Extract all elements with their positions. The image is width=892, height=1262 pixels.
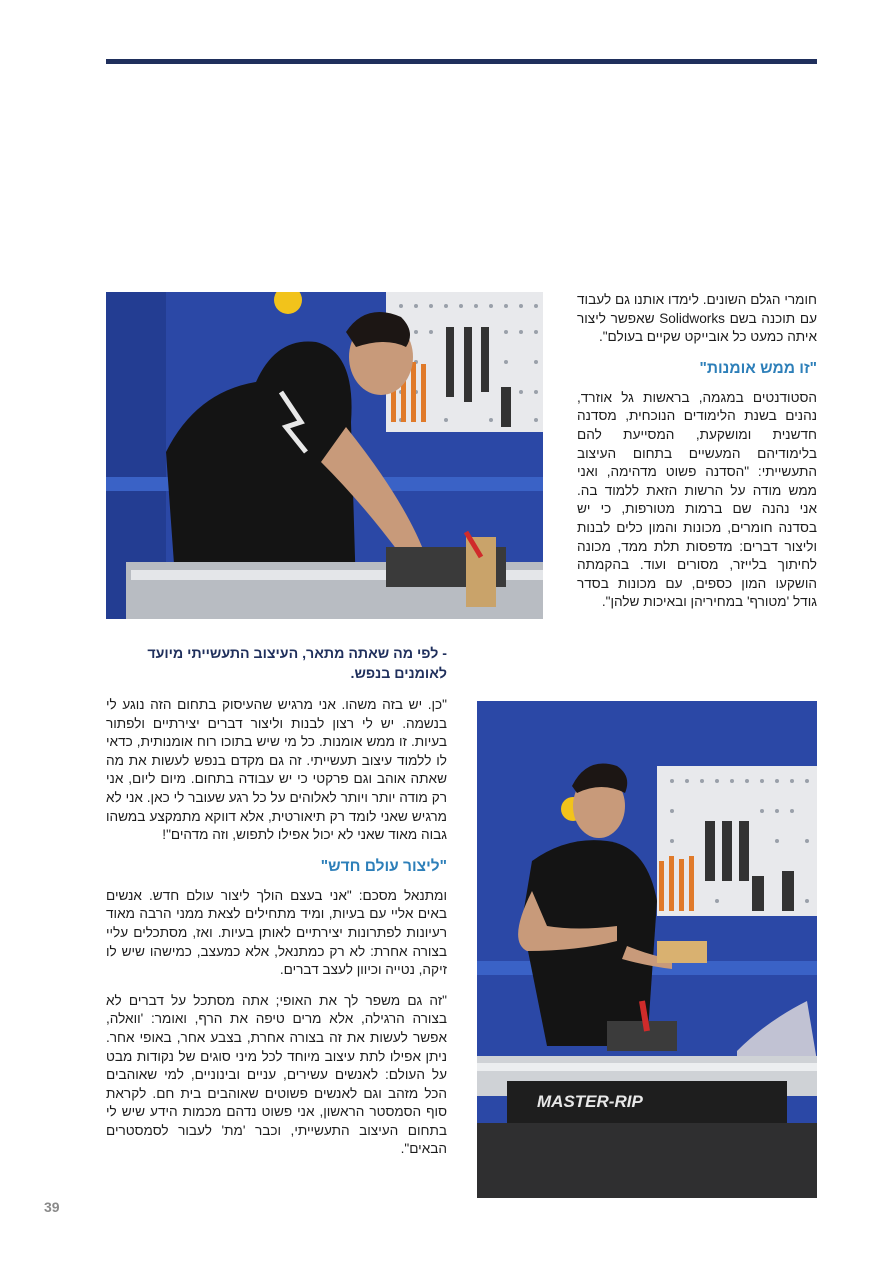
section-heading-art: "זו ממש אומנות" xyxy=(699,359,817,377)
interview-question: - לפי מה שאתה מתאר, העיצוב התעשייתי מיועד לאומנים בנפש. xyxy=(147,646,447,682)
photo-student-at-saw-graphic xyxy=(106,292,543,619)
section-heading-new-world: "ליצור עולם חדש" xyxy=(320,857,447,875)
photo-student-with-wood-graphic xyxy=(477,701,817,1198)
right-column-paragraph-1: חומרי הגלם השונים. לימדו אותנו גם לעבוד עם תוכנה בשם Solidworks שאפשר ליצור איתה כמעט כל אובייקט שקיים בעולם". xyxy=(577,292,817,345)
left-column-paragraph-3: "זה גם משפר לך את האופי; אתה מסתכל על דברים לא בצורה הרגילה, אלא מרים טיפה את הרף, ואומר: 'וואלה, אפשר לעשות את זה בצורה אחרת, בצבע אחר, באופי אחר. ניתן אפילו לתת עיצוב מיוחד לכל מיני סוגים של נקודות מבט על העולם: לאנשים עשירים, עניים ובינוניים, למי שאוהבים הכל מזהב וגם לאנשים פשוטים שאוהבים בית חם. לקראת סוף הסמסטר הראשון, אני פשוט נדהם מכמות הידע שיש לי בתחום העיצוב התעשייתי, וכבר 'מת' לעבור לסמסטרים הבאים". xyxy=(106,992,447,1157)
left-column xyxy=(106,696,447,1171)
right-column xyxy=(577,291,817,624)
left-column-paragraph-1: "כן. יש בזה משהו. אני מרגיש שהעיסוק בתחום הזה נוגע לי בנשמה. יש לי רצון לבנות וליצור דברים יצירתיים ולפתור בעיות. זו ממש אומנות. כל מי שיש בתוכו רוח אומנותית, כדאי לו ללמוד עיצוב תעשייתי. זה גם מקדם בנפש לעשות את מה שאתה אוהב וגם פרקטי כי יש עבודה בתחום. מיום ליום, אני רק מודה יותר ויותר לאלוהים על כל רגע שעובר לי כאן. אני לא מרגיש שאני לומד רק תיאורטית, אלא דווקא מתמקצע במשהו גבוה מאוד שאני לא יכול אפילו לתפוש, וזה מדהים"! xyxy=(106,697,447,843)
page-number: 39 xyxy=(44,1199,60,1215)
machine-brand-label: MASTER-RIP xyxy=(537,1092,643,1111)
left-column-paragraph-2: ומתנאל מסכם: "אני בעצם הולך ליצור עולם חדש. אנשים באים אליי עם בעיות, ומיד מתחילים לצאת ממני הרבה מאוד רעיונות לפתרונות יצירתיים לאותן בעיות. ואז, מסתכלים עליי בצורה אחרת: לא רק כמתנאל, אלא כמעצב, כמישהו שיש לו זיקה, נטייה וכיוון לעצב דברים. xyxy=(106,887,447,978)
top-rule xyxy=(106,59,817,64)
photo-student-at-saw xyxy=(106,292,543,619)
photo-student-with-wood xyxy=(477,701,817,1198)
right-column-paragraph-2: הסטודנטים במגמה, בראשות גל אוזרד, נהנים בשנת הלימודים הנוכחית, מסדנה חדשנית ומושקעת, המסייעת להם בלימודיהם המעשיים בתחום העיצוב התעשייתי: "הסדנה פשוט מדהימה, ואני ממש מודה על הרשות הזאת ללמוד בה. אני נהנה שם ברמות מטורפות, כי יש בסדנה חומרים, מכונות והמון כלים לבנות וליצור דברים: מדפסות תלת ממד, מכונה לחיתוך בלייזר, מסורים ועוד. בהקמתה הושקעו המון כספים, עם מכונות בסדר גודל 'מטורף' במחיריהן ובאיכות שלהן". xyxy=(577,389,817,610)
